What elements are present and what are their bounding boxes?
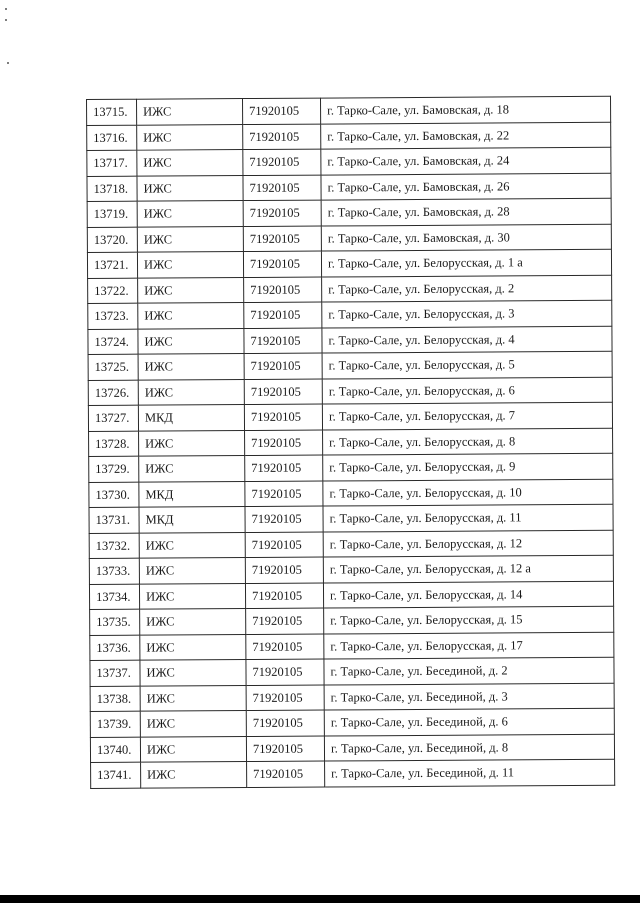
address-cell: г. Тарко-Сале, ул. Белорусская, д. 5 [322,351,612,378]
address-cell: г. Тарко-Сале, ул. Бамовская, д. 28 [321,198,611,225]
row-number-cell: 13733. [89,558,139,584]
oktmo-code-cell: 71920105 [244,353,322,379]
oktmo-code-cell: 71920105 [245,583,323,609]
oktmo-code-cell: 71920105 [246,710,324,736]
oktmo-code-cell: 71920105 [243,200,321,226]
oktmo-code-cell: 71920105 [246,736,324,762]
oktmo-code-cell: 71920105 [244,379,322,405]
table-row [90,657,614,686]
address-cell: г. Тарко-Сале, ул. Бесединой, д. 3 [324,683,614,710]
building-type-cell: ИЖС [139,456,245,482]
scan-edge-bar [0,895,640,903]
address-cell: г. Тарко-Сале, ул. Белорусская, д. 9 [323,453,613,480]
oktmo-code-cell: 71920105 [245,557,323,583]
row-number-cell: 13725. [88,354,138,380]
table-row [87,198,611,227]
address-cell: г. Тарко-Сале, ул. Бесединой, д. 11 [325,759,615,786]
scan-speck [5,19,7,21]
building-type-cell: ИЖС [139,558,245,584]
oktmo-code-cell: 71920105 [243,251,321,277]
row-number-cell: 13724. [88,329,138,355]
building-type-cell: ИЖС [137,175,243,201]
row-number-cell: 13719. [87,201,137,227]
scan-speck [7,62,9,64]
oktmo-code-cell: 71920105 [243,175,321,201]
oktmo-code-cell: 71920105 [244,404,322,430]
address-cell: г. Тарко-Сале, ул. Бамовская, д. 22 [321,122,611,149]
row-number-cell: 13741. [91,762,141,788]
address-cell: г. Тарко-Сале, ул. Бесединой, д. 8 [324,734,614,761]
address-cell: г. Тарко-Сале, ул. Белорусская, д. 4 [322,326,612,353]
row-number-cell: 13720. [87,227,137,253]
oktmo-code-cell: 71920105 [243,98,321,124]
oktmo-code-cell: 71920105 [245,506,323,532]
table-row [89,453,613,482]
building-type-cell: ИЖС [137,226,243,252]
table-row [88,351,612,380]
oktmo-code-cell: 71920105 [246,608,324,634]
address-cell: г. Тарко-Сале, ул. Белорусская, д. 6 [322,377,612,404]
oktmo-code-cell: 71920105 [246,634,324,660]
building-type-cell: ИЖС [137,124,243,150]
oktmo-code-cell: 71920105 [244,328,322,354]
address-cell: г. Тарко-Сале, ул. Белорусская, д. 2 [322,275,612,302]
oktmo-code-cell: 71920105 [244,277,322,303]
building-type-cell: ИЖС [140,736,246,762]
address-cell: г. Тарко-Сале, ул. Белорусская, д. 17 [324,632,614,659]
row-number-cell: 13728. [89,431,139,457]
oktmo-code-cell: 71920105 [243,226,321,252]
building-type-cell: ИЖС [140,685,246,711]
row-number-cell: 13718. [87,176,137,202]
table-row [87,96,611,125]
oktmo-code-cell: 71920105 [243,124,321,150]
row-number-cell: 13732. [89,533,139,559]
address-cell: г. Тарко-Сале, ул. Белорусская, д. 12 [323,530,613,557]
table-row [90,632,614,661]
building-type-cell: ИЖС [138,379,244,405]
building-type-cell: ИЖС [138,354,244,380]
address-cell: г. Тарко-Сале, ул. Белорусская, д. 1 а [321,249,611,276]
building-type-cell: МКД [139,481,245,507]
address-cell: г. Тарко-Сале, ул. Белорусская, д. 8 [323,428,613,455]
building-type-cell: ИЖС [140,711,246,737]
address-cell: г. Тарко-Сале, ул. Бамовская, д. 26 [321,173,611,200]
building-type-cell: ИЖС [137,201,243,227]
table-row [88,300,612,329]
row-number-cell: 13731. [89,507,139,533]
building-type-cell: ИЖС [141,762,247,788]
building-type-cell: ИЖС [138,328,244,354]
address-cell: г. Тарко-Сале, ул. Бамовская, д. 24 [321,147,611,174]
table-row [87,249,611,278]
building-type-cell: ИЖС [140,609,246,635]
oktmo-code-cell: 71920105 [243,149,321,175]
row-number-cell: 13726. [88,380,138,406]
row-number-cell: 13729. [89,456,139,482]
table-row [89,530,613,559]
table-row [88,402,612,431]
table-row [87,147,611,176]
building-type-cell: ИЖС [139,430,245,456]
table-row [91,759,615,788]
table-row [90,734,614,763]
table-row [90,708,614,737]
oktmo-code-cell: 71920105 [245,455,323,481]
table-row [89,555,613,584]
address-cell: г. Тарко-Сале, ул. Белорусская, д. 11 [323,504,613,531]
address-cell: г. Тарко-Сале, ул. Белорусская, д. 14 [323,581,613,608]
row-number-cell: 13715. [87,99,137,125]
building-type-cell: МКД [138,405,244,431]
row-number-cell: 13737. [90,660,140,686]
table-row [90,606,614,635]
oktmo-code-cell: 71920105 [247,761,325,787]
row-number-cell: 13738. [90,686,140,712]
table-row [88,326,612,355]
row-number-cell: 13734. [89,584,139,610]
row-number-cell: 13722. [88,278,138,304]
oktmo-code-cell: 71920105 [244,302,322,328]
table-row [89,504,613,533]
registry-table [86,96,615,789]
row-number-cell: 13717. [87,150,137,176]
table-row [88,377,612,406]
building-type-cell: ИЖС [138,303,244,329]
address-cell: г. Тарко-Сале, ул. Бесединой, д. 6 [324,708,614,735]
table-row [87,224,611,253]
table-row [88,275,612,304]
registry-table-body [87,96,615,788]
address-cell: г. Тарко-Сале, ул. Белорусская, д. 7 [322,402,612,429]
table-row [89,479,613,508]
table-row [89,428,613,457]
table-row [89,581,613,610]
table-row [87,173,611,202]
address-cell: г. Тарко-Сале, ул. Белорусская, д. 10 [323,479,613,506]
address-cell: г. Тарко-Сале, ул. Белорусская, д. 15 [324,606,614,633]
oktmo-code-cell: 71920105 [245,532,323,558]
building-type-cell: ИЖС [140,660,246,686]
row-number-cell: 13736. [90,635,140,661]
building-type-cell: ИЖС [137,99,243,125]
building-type-cell: МКД [139,507,245,533]
building-type-cell: ИЖС [138,277,244,303]
table-row [87,122,611,151]
address-cell: г. Тарко-Сале, ул. Белорусская, д. 12 а [323,555,613,582]
row-number-cell: 13735. [90,609,140,635]
row-number-cell: 13716. [87,125,137,151]
building-type-cell: ИЖС [137,252,243,278]
oktmo-code-cell: 71920105 [246,685,324,711]
scan-speck [5,8,7,10]
row-number-cell: 13730. [89,482,139,508]
address-cell: г. Тарко-Сале, ул. Бамовская, д. 30 [321,224,611,251]
oktmo-code-cell: 71920105 [245,481,323,507]
building-type-cell: ИЖС [139,532,245,558]
oktmo-code-cell: 71920105 [245,430,323,456]
address-cell: г. Тарко-Сале, ул. Бесединой, д. 2 [324,657,614,684]
address-cell: г. Тарко-Сале, ул. Белорусская, д. 3 [322,300,612,327]
row-number-cell: 13740. [90,737,140,763]
row-number-cell: 13721. [87,252,137,278]
address-cell: г. Тарко-Сале, ул. Бамовская, д. 18 [320,96,610,123]
building-type-cell: ИЖС [137,150,243,176]
row-number-cell: 13727. [88,405,138,431]
building-type-cell: ИЖС [140,634,246,660]
row-number-cell: 13739. [90,711,140,737]
row-number-cell: 13723. [88,303,138,329]
building-type-cell: ИЖС [139,583,245,609]
oktmo-code-cell: 71920105 [246,659,324,685]
table-row [90,683,614,712]
